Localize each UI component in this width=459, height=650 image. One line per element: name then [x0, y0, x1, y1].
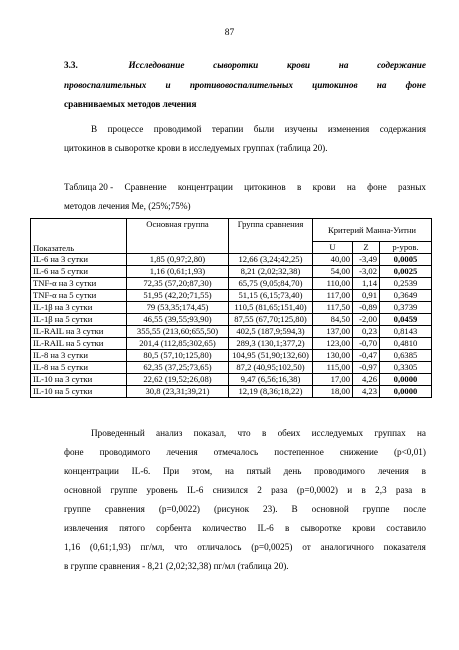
- cell-main-group: 1,85 (0,97;2,80): [127, 254, 229, 266]
- word: разных: [398, 182, 426, 192]
- word: постепенное: [274, 447, 324, 457]
- word: на: [338, 60, 349, 70]
- word: в: [297, 182, 302, 192]
- word: (р=0,0022): [158, 504, 200, 514]
- word: пятый: [246, 466, 271, 476]
- cell-comparison-group: 289,3 (130,1;377,2): [229, 338, 313, 350]
- word: что: [174, 542, 188, 552]
- word: в: [361, 485, 366, 495]
- word: проводимого: [314, 466, 365, 476]
- word: фоне: [367, 182, 387, 192]
- header-main-group: Основная группа: [127, 219, 229, 254]
- text-line: [64, 139, 426, 158]
- word: 2,3: [375, 485, 387, 495]
- word: (р=0,0002): [296, 485, 338, 495]
- cell-main-group: 30,8 (23,31;39,21): [127, 386, 229, 398]
- page-number: 87: [224, 28, 235, 38]
- cell-u: 115,00: [313, 362, 353, 374]
- cell-z: -3,02: [353, 266, 380, 278]
- word: показателя: [383, 542, 426, 552]
- table-caption: [64, 178, 426, 216]
- word: что: [237, 428, 251, 438]
- cell-u: 84,50: [313, 314, 353, 326]
- word: показал,: [193, 428, 227, 438]
- cell-indicator: IL-1β на 3 сутки: [31, 302, 127, 314]
- cytokine-table: [30, 218, 432, 398]
- cell-main-group: 72,35 (57,20;87,30): [127, 278, 229, 290]
- cell-z: -0,70: [353, 338, 380, 350]
- cell-comparison-group: 8,21 (2,02;32,38): [229, 266, 313, 278]
- cell-p: 0,0005: [380, 254, 432, 266]
- cell-main-group: 62,35 (37,25;73,65): [127, 362, 229, 374]
- text-line: [64, 95, 426, 115]
- word: после: [403, 504, 426, 514]
- cell-z: 1,14: [353, 278, 380, 290]
- cell-u: 130,00: [313, 350, 353, 362]
- word: на: [224, 466, 234, 476]
- table-row: [31, 278, 432, 290]
- word: снизился: [212, 485, 248, 495]
- cell-indicator: TNF-α на 3 сутки: [31, 278, 127, 290]
- intro-paragraph: [64, 120, 426, 158]
- word: сыворотке: [300, 523, 342, 533]
- word: были: [253, 124, 275, 134]
- word: содержание: [377, 60, 426, 70]
- conclusion-paragraph: [64, 424, 426, 576]
- word: проводимого: [99, 447, 151, 457]
- cell-p: 0,0000: [380, 374, 432, 386]
- cell-comparison-group: 104,95 (51,90;132,60): [229, 350, 313, 362]
- cell-main-group: 46,55 (39,55;93,90): [127, 314, 229, 326]
- word: сыворотки: [213, 60, 259, 70]
- cell-u: 137,00: [313, 326, 353, 338]
- word: снижение: [339, 447, 378, 457]
- cell-p: 0,2539: [380, 278, 432, 290]
- cell-main-group: 355,55 (213,60;655,50): [127, 326, 229, 338]
- table-row: [31, 266, 432, 278]
- word: крови: [312, 182, 336, 192]
- text-line: [64, 557, 426, 576]
- word: сравниваемых методов лечения: [64, 99, 197, 109]
- cell-comparison-group: 51,15 (6,15;73,40): [229, 290, 313, 302]
- table-row: [31, 290, 432, 302]
- table-row: [31, 314, 432, 326]
- section-number: 3.3.: [64, 60, 78, 70]
- cell-comparison-group: 12,66 (3,24;42,25): [229, 254, 313, 266]
- word: противовоспалительных: [189, 79, 293, 90]
- cell-comparison-group: 87,55 (67,70;125,80): [229, 314, 313, 326]
- word: (р<0,01): [393, 447, 426, 457]
- word: 23).: [263, 504, 278, 514]
- text-line: [64, 500, 426, 519]
- word: IL-6: [257, 523, 274, 533]
- word: в: [284, 523, 290, 533]
- cell-z: 0,23: [353, 326, 380, 338]
- table-row: [31, 338, 432, 350]
- word: анализ: [156, 428, 183, 438]
- text-line: [64, 519, 426, 538]
- word: проводимой: [153, 124, 202, 134]
- word: IL-6: [187, 485, 204, 495]
- cell-u: 40,00: [313, 254, 353, 266]
- cell-u: 54,00: [313, 266, 353, 278]
- text-line: [64, 424, 426, 443]
- cell-z: -0,97: [353, 362, 380, 374]
- word: лечения: [166, 447, 198, 457]
- cell-z: -3,49: [353, 254, 380, 266]
- section-heading: [64, 56, 426, 115]
- cell-u: 123,00: [313, 338, 353, 350]
- cell-u: 117,00: [313, 290, 353, 302]
- header-indicator: Показатель: [31, 219, 127, 254]
- word: группе: [64, 504, 91, 514]
- cell-p: 0,0000: [380, 386, 432, 398]
- word: (рисунок: [213, 504, 250, 514]
- cell-main-group: 79 (53,35;174,45): [127, 302, 229, 314]
- cell-indicator: IL-8 на 5 сутки: [31, 362, 127, 374]
- word: группах: [374, 428, 406, 438]
- cell-indicator: IL-RAIL на 5 сутки: [31, 338, 127, 350]
- word: При: [163, 466, 180, 476]
- word: 2: [257, 485, 262, 495]
- word: в: [421, 485, 426, 495]
- word: крови: [286, 60, 311, 70]
- word: IL-6.: [131, 466, 151, 476]
- cell-indicator: IL-10 на 3 сутки: [31, 374, 127, 386]
- cell-main-group: 201,4 (112,85;302,65): [127, 338, 229, 350]
- text-line: [64, 56, 426, 76]
- word: на: [346, 182, 356, 192]
- word: на: [416, 428, 426, 438]
- word: процессе: [107, 124, 144, 134]
- text-line: [64, 197, 426, 216]
- cell-p: 0,3739: [380, 302, 432, 314]
- word: сравнения: [104, 504, 145, 514]
- table-row: [31, 374, 432, 386]
- word: пг/мл,: [140, 542, 165, 552]
- word: уровень: [146, 485, 178, 495]
- cell-u: 17,00: [313, 374, 353, 386]
- cell-z: -2,00: [353, 314, 380, 326]
- cell-u: 18,00: [313, 386, 353, 398]
- cell-p: 0,4810: [380, 338, 432, 350]
- word: крови: [352, 523, 376, 533]
- text-line: [64, 481, 426, 500]
- table-row: [31, 350, 432, 362]
- word: (0,61;1,93): [89, 542, 131, 552]
- word: отмечалось: [213, 447, 259, 457]
- cell-indicator: IL-6 на 5 сутки: [31, 266, 127, 278]
- cell-main-group: 1,16 (0,61;1,93): [127, 266, 229, 278]
- header-p: р-уров.: [380, 242, 432, 254]
- cell-main-group: 51,95 (42,20;71,55): [127, 290, 229, 302]
- cell-indicator: IL-8 на 3 сутки: [31, 350, 127, 362]
- word: цитокинов в сыворотке крови в исследуемых группах (таблица 20).: [64, 143, 328, 153]
- cell-comparison-group: 110,5 (81,65;151,40): [229, 302, 313, 314]
- header-z: Z: [353, 242, 380, 254]
- cell-z: 4,23: [353, 386, 380, 398]
- cell-comparison-group: 12,19 (8,36;18,22): [229, 386, 313, 398]
- word: изменения: [327, 124, 370, 134]
- cell-z: -0,47: [353, 350, 380, 362]
- word: концентрации: [177, 182, 233, 192]
- word: фоне: [405, 79, 426, 90]
- word: в: [421, 466, 426, 476]
- cell-indicator: IL-10 на 5 сутки: [31, 386, 127, 398]
- word: исследуемых: [311, 428, 364, 438]
- word: концентрации: [64, 466, 119, 476]
- text-line: [64, 76, 426, 96]
- word: раза: [271, 485, 288, 495]
- word: цитокинов: [244, 182, 286, 192]
- word: Проведенный: [91, 428, 145, 438]
- text-line: [64, 443, 426, 462]
- cell-z: -0,89: [353, 302, 380, 314]
- cell-indicator: IL-RAIL на 3 сутки: [31, 326, 127, 338]
- word: методов лечения Ме, (25%;75%): [64, 201, 191, 211]
- word: группе: [110, 485, 138, 495]
- header-u: U: [313, 242, 353, 254]
- word: основной: [311, 504, 349, 514]
- word: и: [165, 79, 171, 90]
- cell-comparison-group: 87,2 (40,95;102,50): [229, 362, 313, 374]
- header-criterion: Критерий Манна-Уитни: [313, 219, 432, 242]
- word: извлечения: [64, 523, 108, 533]
- word: В: [291, 504, 298, 514]
- cell-comparison-group: 402,5 (187,9;594,3): [229, 326, 313, 338]
- text-line: [64, 120, 426, 139]
- cell-u: 117,50: [313, 302, 353, 314]
- text-line: [64, 178, 426, 197]
- word: В: [91, 124, 98, 134]
- table-row: [31, 254, 432, 266]
- word: и: [347, 485, 353, 495]
- word: количество: [202, 523, 247, 533]
- word: от: [302, 542, 311, 552]
- cell-indicator: IL-1β на 5 сутки: [31, 314, 127, 326]
- word: лечения: [377, 466, 409, 476]
- word: составило: [386, 523, 426, 533]
- word: основной: [64, 485, 102, 495]
- word: провоспалительных: [64, 79, 147, 90]
- word: содержания: [379, 124, 426, 134]
- cell-p: 0,3649: [380, 290, 432, 302]
- header-comparison-group: Группа сравнения: [229, 219, 313, 254]
- word: пятого: [119, 523, 145, 533]
- cell-p: 0,0459: [380, 314, 432, 326]
- word: Исследование: [128, 60, 185, 70]
- cell-z: 4,26: [353, 374, 380, 386]
- table-row: [31, 362, 432, 374]
- cell-indicator: TNF-α на 5 сутки: [31, 290, 127, 302]
- word: на: [376, 79, 387, 90]
- word: аналогичного: [320, 542, 374, 552]
- word: группе: [362, 504, 390, 514]
- word: (р=0,0025): [251, 542, 293, 552]
- word: Таблица 20 -: [64, 182, 114, 192]
- text-line: [64, 462, 426, 481]
- word: раза: [395, 485, 413, 495]
- cell-u: 110,00: [313, 278, 353, 290]
- word: сорбента: [156, 523, 192, 533]
- word: терапии: [211, 124, 244, 134]
- cell-comparison-group: 9,47 (6,56;16,38): [229, 374, 313, 386]
- word: день: [283, 466, 302, 476]
- word: фоне: [64, 447, 84, 457]
- text-line: [64, 538, 426, 557]
- cell-indicator: IL-6 на 3 сутки: [31, 254, 127, 266]
- cell-main-group: 80,5 (57,10;125,80): [127, 350, 229, 362]
- cell-p: 0,6385: [380, 350, 432, 362]
- cell-comparison-group: 65,75 (9,05;84,70): [229, 278, 313, 290]
- cell-p: 0,3305: [380, 362, 432, 374]
- table-row: [31, 326, 432, 338]
- word: в группе сравнения - 8,21 (2,02;32,38) пг/мл (таблица 20).: [64, 561, 289, 571]
- word: 1,16: [64, 542, 81, 552]
- word: в: [261, 428, 267, 438]
- word: этом,: [191, 466, 213, 476]
- word: обеих: [277, 428, 301, 438]
- cell-z: 0,91: [353, 290, 380, 302]
- table-row: [31, 302, 432, 314]
- table-row: [31, 386, 432, 398]
- word: Сравнение: [124, 182, 167, 192]
- word: цитокинов: [312, 79, 358, 90]
- cell-p: 0,0025: [380, 266, 432, 278]
- cell-p: 0,8143: [380, 326, 432, 338]
- word: отличалось: [197, 542, 242, 552]
- cell-main-group: 22,62 (19,52;26,08): [127, 374, 229, 386]
- word: изучены: [284, 124, 318, 134]
